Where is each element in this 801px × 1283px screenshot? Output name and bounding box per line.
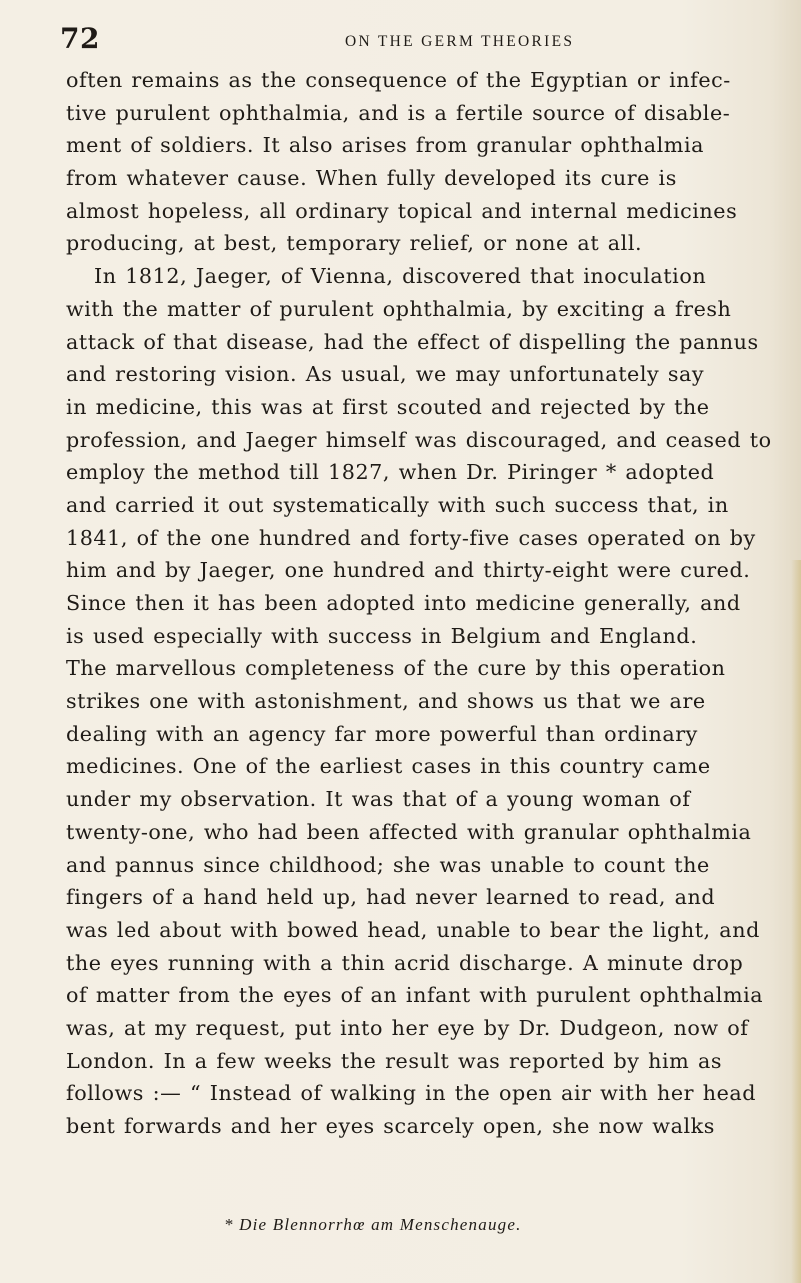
text-line: the eyes running with a thin acrid discharge. A minute drop [66,950,744,975]
text-line: tive purulent ophthalmia, and is a fertile source of disable- [66,100,731,125]
text-line: employ the method till 1827, when Dr. Piringer * adopted [66,460,715,485]
text-line: ment of soldiers. It also arises from granular ophthalmia [66,133,705,158]
text-line: was, at my request, put into her eye by Dr. Dudgeon, now of [66,1015,749,1040]
text-line: attack of that disease, had the effect of dispelling the pannus [66,329,759,354]
text-line: bent forwards and her eyes scarcely open, she now walks [66,1114,715,1138]
text-line: was led about with bowed head, unable to bear the light, and [66,917,760,942]
paragraph-first-line: In 1812, Jaeger, of Vienna, discovered that inoculation [94,264,707,289]
text-line: almost hopeless, all ordinary topical and internal medicines [66,198,738,223]
text-line: fingers of a hand held up, had never learned to read, and [66,885,716,910]
text-line: under my observation. It was that of a young woman of [66,787,691,812]
text-line: London. In a few weeks the result was reported by him as [66,1048,723,1073]
page-edge-shadow [791,560,801,1283]
text-line: producing, at best, temporary relief, or none at all. [66,231,643,256]
text-line: with the matter of purulent ophthalmia, by exciting a fresh [66,296,732,321]
body-text [66,64,772,1143]
text-line: him and by Jaeger, one hundred and thirty-eight were cured. [66,558,751,583]
text-line: and pannus since childhood; she was unable to count the [66,852,710,877]
text-line: and restoring vision. As usual, we may unfortunately say [66,362,705,387]
text-line: follows :— “ Instead of walking in the open air with her head [66,1081,757,1106]
text-line: of matter from the eyes of an infant with purulent ophthalmia [66,983,764,1008]
text-line: 1841, of the one hundred and forty-five cases operated on by [66,525,756,550]
text-line: medicines. One of the earliest cases in this country came [66,754,711,779]
text-line: dealing with an agency far more powerful than ordinary [66,721,698,746]
text-line: in medicine, this was at first scouted and rejected by the [66,394,710,419]
text-line: and carried it out systematically with such success that, in [66,492,729,517]
text-line: The marvellous completeness of the cure by this operation [66,656,726,681]
text-line: often remains as the consequence of the Egyptian or infec- [66,68,731,92]
text-line: is used especially with success in Belgium and England. [66,623,698,648]
text-line: strikes one with astonishment, and shows us that we are [66,689,706,714]
text-line: twenty-one, who had been affected with granular ophthalmia [66,819,752,844]
running-head: ON THE GERM THEORIES [345,33,575,50]
footnote: * Die Blennorrhœ am Menschenauge. [224,1215,522,1234]
page-header [60,22,750,56]
text-line: from whatever cause. When fully developed its cure is [66,166,677,191]
text-line: Since then it has been adopted into medicine generally, and [66,591,741,615]
text-line: profession, and Jaeger himself was discouraged, and ceased to [66,427,772,452]
page-number: 72 [60,22,100,55]
